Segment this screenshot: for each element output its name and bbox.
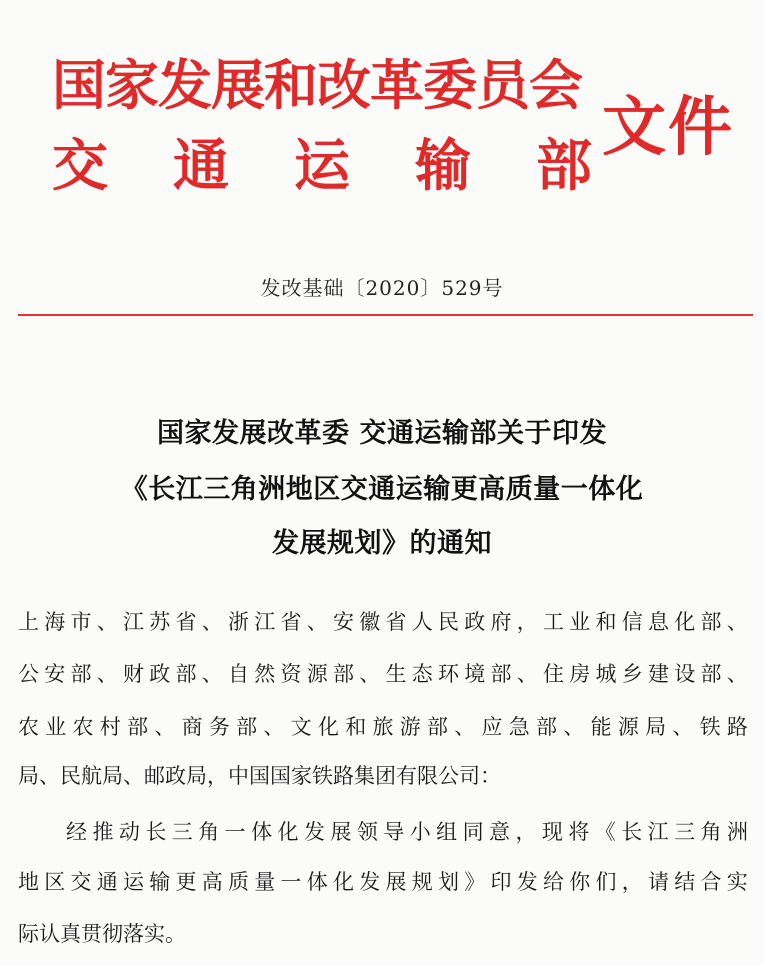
text-char: 海 <box>44 610 66 634</box>
text-char: 江 <box>647 820 669 844</box>
text-char: 区 <box>44 870 66 894</box>
text-char: 应 <box>481 715 503 739</box>
text-char: 》 <box>464 870 486 894</box>
text-char: 农 <box>72 715 94 739</box>
text-char: 化 <box>277 820 299 844</box>
text-char: 三 <box>674 820 696 844</box>
text-char: 体 <box>306 870 328 894</box>
text-char: 洲 <box>726 820 748 844</box>
text-char: 政 <box>464 610 486 634</box>
text-char: 角 <box>198 820 220 844</box>
text-char: 划 <box>438 870 459 894</box>
text-char: 、 <box>516 662 538 686</box>
text-char: 和 <box>345 715 367 739</box>
text-char: 、 <box>672 715 694 739</box>
issuer-name-ndrc: 国家发展和改革委员会 <box>52 53 582 117</box>
text-char: 部 <box>236 715 258 739</box>
text-char: 、 <box>454 715 476 739</box>
body-paragraph-line-1 <box>66 822 748 843</box>
text-char: 业 <box>569 610 591 634</box>
text-char: 化 <box>674 610 696 634</box>
text-char: 《 <box>594 820 616 844</box>
recipients-line-3 <box>18 717 748 738</box>
header-char: 部 <box>536 133 592 199</box>
text-char: 、 <box>96 662 118 686</box>
text-char: 意 <box>489 820 510 844</box>
text-char: 发 <box>516 870 538 894</box>
text-char: 上 <box>18 610 39 634</box>
text-char: 文 <box>290 715 312 739</box>
text-char: 息 <box>648 610 669 634</box>
text-char: 信 <box>621 610 643 634</box>
text-char: 运 <box>123 870 144 894</box>
text-char: 村 <box>99 715 121 739</box>
text-char: 经 <box>66 820 87 844</box>
text-char: 、 <box>154 715 176 739</box>
text-char: 同 <box>462 820 484 844</box>
text-char: 、 <box>201 610 223 634</box>
text-char: 财 <box>123 662 144 686</box>
text-char: 长 <box>621 820 643 844</box>
text-char: 部 <box>490 662 512 686</box>
text-char: 通 <box>96 870 118 894</box>
text-char: 、 <box>726 610 748 634</box>
text-char: 铁 <box>699 715 721 739</box>
text-char: 印 <box>490 870 512 894</box>
text-char: 、 <box>359 662 381 686</box>
body-paragraph-line-3: 际认真贯彻落实。 <box>18 922 186 946</box>
text-char: 江 <box>123 610 144 634</box>
text-char: 合 <box>700 870 722 894</box>
text-char: 务 <box>208 715 230 739</box>
text-char: 、 <box>96 610 118 634</box>
text-char: 发 <box>359 870 381 894</box>
text-char: ， <box>516 610 538 634</box>
text-char: 部 <box>70 662 92 686</box>
text-char: 输 <box>149 870 171 894</box>
text-char: 府 <box>490 610 512 634</box>
text-char: 设 <box>674 662 696 686</box>
text-char: 部 <box>175 662 197 686</box>
header-char: 输 <box>415 133 471 199</box>
text-char: 急 <box>508 715 530 739</box>
text-char: 领 <box>356 820 378 844</box>
document-title-line-3: 发展规划》的通知 <box>272 528 492 559</box>
text-char: 房 <box>569 662 591 686</box>
text-char: 实 <box>726 870 748 894</box>
text-char: 更 <box>175 870 197 894</box>
text-char: 城 <box>595 662 617 686</box>
text-char: 部 <box>127 715 149 739</box>
text-char: ， <box>515 820 537 844</box>
text-char: 安 <box>333 610 354 634</box>
red-divider-line <box>18 314 753 316</box>
text-char: 地 <box>18 870 39 894</box>
text-char: 旅 <box>372 715 394 739</box>
issuer-name-mot <box>52 133 592 199</box>
text-char: 量 <box>254 870 276 894</box>
document-number: 发改基础〔2020〕529号 <box>260 276 504 300</box>
text-char: 政 <box>149 662 171 686</box>
text-char: 生 <box>385 662 407 686</box>
text-char: ， <box>621 870 643 894</box>
text-char: 工 <box>543 610 564 634</box>
text-char: 结 <box>674 870 696 894</box>
text-char: 态 <box>411 662 433 686</box>
text-char: 发 <box>303 820 325 844</box>
text-char: 交 <box>70 870 92 894</box>
text-char: 源 <box>617 715 639 739</box>
text-char: 建 <box>648 662 669 686</box>
text-char: 组 <box>436 820 458 844</box>
text-char: 请 <box>648 870 669 894</box>
text-char: 资 <box>280 662 302 686</box>
text-char: 源 <box>306 662 328 686</box>
body-paragraph-line-2 <box>18 872 748 893</box>
text-char: 一 <box>280 870 302 894</box>
document-title-line-1: 国家发展改革委 交通运输部关于印发 <box>157 418 607 449</box>
text-char: 商 <box>181 715 203 739</box>
text-char: 环 <box>438 662 459 686</box>
text-char: 省 <box>280 610 302 634</box>
text-char: 三 <box>171 820 193 844</box>
recipients-line-1 <box>18 612 748 633</box>
text-char: 展 <box>330 820 352 844</box>
text-char: 部 <box>333 662 354 686</box>
text-char: 安 <box>44 662 66 686</box>
text-char: 、 <box>201 662 223 686</box>
header-char: 通 <box>173 133 229 199</box>
header-char: 运 <box>294 133 350 199</box>
text-char: 和 <box>595 610 617 634</box>
text-char: 省 <box>385 610 407 634</box>
text-char: 业 <box>45 715 67 739</box>
text-char: 展 <box>385 870 407 894</box>
text-char: 公 <box>18 662 39 686</box>
text-char: 路 <box>726 715 748 739</box>
text-char: 、 <box>306 610 328 634</box>
text-char: 然 <box>254 662 276 686</box>
text-char: 部 <box>700 662 722 686</box>
recipients-line-2 <box>18 664 748 685</box>
text-char: 市 <box>70 610 92 634</box>
text-char: 将 <box>568 820 590 844</box>
text-char: 小 <box>409 820 431 844</box>
text-char: 规 <box>411 870 433 894</box>
recipients-line-4: 局、民航局、邮政局，中国国家铁路集团有限公司： <box>18 764 501 788</box>
text-char: 长 <box>145 820 167 844</box>
text-char: 们 <box>595 870 617 894</box>
text-char: 江 <box>254 610 276 634</box>
text-char: 现 <box>541 820 563 844</box>
text-char: 你 <box>569 870 591 894</box>
text-char: 化 <box>333 870 354 894</box>
text-char: 质 <box>228 870 249 894</box>
text-char: 一 <box>224 820 246 844</box>
text-char: 角 <box>700 820 722 844</box>
document-type-label: 文件 <box>602 90 734 165</box>
text-char: 、 <box>563 715 585 739</box>
text-char: 能 <box>590 715 612 739</box>
text-char: 部 <box>426 715 448 739</box>
text-char: 乡 <box>621 662 643 686</box>
text-char: 苏 <box>149 610 171 634</box>
text-char: 民 <box>438 610 459 634</box>
text-char: 住 <box>543 662 564 686</box>
text-char: 体 <box>251 820 273 844</box>
text-char: 徽 <box>359 610 381 634</box>
text-char: 浙 <box>228 610 249 634</box>
text-char: 境 <box>464 662 486 686</box>
text-char: 高 <box>201 870 223 894</box>
header-char: 交 <box>52 133 108 199</box>
text-char: 人 <box>411 610 433 634</box>
text-char: 、 <box>726 662 748 686</box>
text-char: 动 <box>118 820 140 844</box>
text-char: 、 <box>263 715 285 739</box>
text-char: 局 <box>645 715 667 739</box>
text-char: 游 <box>399 715 421 739</box>
text-char: 部 <box>700 610 722 634</box>
text-char: 化 <box>317 715 339 739</box>
document-title-line-2: 《长江三角洲地区交通运输更高质量一体化 <box>120 474 644 505</box>
text-char: 自 <box>228 662 249 686</box>
text-char: 导 <box>383 820 405 844</box>
text-char: 部 <box>536 715 558 739</box>
text-char: 农 <box>18 715 39 739</box>
text-char: 推 <box>92 820 114 844</box>
text-char: 省 <box>175 610 197 634</box>
text-char: 给 <box>543 870 564 894</box>
